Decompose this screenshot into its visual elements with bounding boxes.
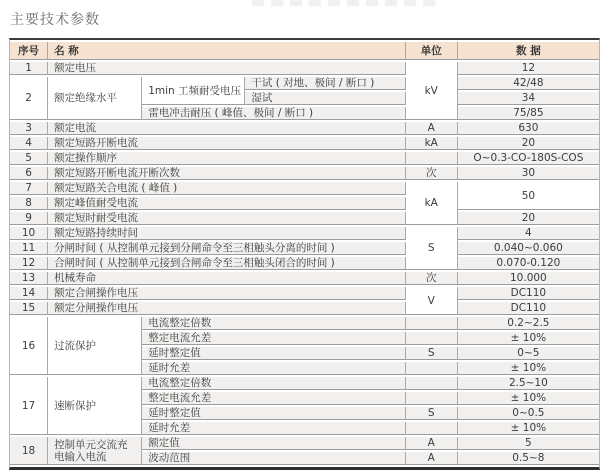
- row-detail: 干试 ( 对地、极间 / 断口 ): [245, 77, 405, 90]
- table-row: [10, 212, 599, 225]
- row-detail: 湿试: [245, 92, 405, 105]
- table-row: [10, 272, 599, 285]
- row-item: 波动范围: [142, 452, 405, 465]
- row-no: 7: [10, 182, 48, 195]
- table-row: [10, 317, 599, 330]
- row-no: 15: [10, 302, 48, 315]
- table-row: [10, 152, 599, 165]
- table-row: [10, 287, 599, 300]
- row-name: 额定电流: [48, 122, 406, 135]
- row-data: 0~0.5: [458, 407, 599, 420]
- row-no: 12: [10, 257, 48, 270]
- row-item: 额定值: [142, 437, 405, 450]
- row-data: 34: [458, 92, 599, 105]
- technical-parameters-table: [10, 40, 599, 467]
- row-data: ± 10%: [458, 332, 599, 345]
- row-unit: A: [406, 452, 458, 465]
- table-row: [10, 377, 599, 390]
- table-row: [10, 242, 599, 255]
- row-subname: 1min 工频耐受电压: [142, 77, 245, 105]
- row-no: 8: [10, 197, 48, 210]
- row-data: 2.5~10: [458, 377, 599, 390]
- row-name: 额定电压: [48, 62, 406, 75]
- row-unit: A: [406, 122, 458, 135]
- row-item: 延时整定值: [142, 407, 405, 420]
- table-row: [10, 167, 599, 180]
- col-header-no: 序号: [10, 42, 48, 60]
- table-row: [10, 62, 599, 75]
- row-name: 额定绝缘水平: [48, 77, 142, 120]
- row-no: 6: [10, 167, 48, 180]
- row-data: ± 10%: [458, 392, 599, 405]
- page-title: 主要技术参数: [10, 12, 100, 28]
- row-data: 10.000: [458, 272, 599, 285]
- row-name: 额定合闸操作电压: [48, 287, 406, 300]
- row-data: 630: [458, 122, 599, 135]
- row-item: 延时允差: [142, 362, 405, 375]
- row-no: 3: [10, 122, 48, 135]
- row-data: 5: [458, 437, 599, 450]
- table-row: [10, 302, 599, 315]
- row-name: 合闸时间 ( 从控制单元接到合闸命令至三相触头闭合的时间 ): [48, 257, 406, 270]
- row-unit: V: [406, 287, 458, 315]
- row-name: 机械寿命: [48, 272, 406, 285]
- row-name: 控制单元交流充电输入电流: [48, 437, 142, 465]
- row-unit: A: [406, 437, 458, 450]
- row-no: 5: [10, 152, 48, 165]
- row-unit: [406, 317, 458, 330]
- row-unit: 次: [406, 167, 458, 180]
- row-data: DC110: [458, 302, 599, 315]
- row-data: 0.070-0.120: [458, 257, 599, 270]
- row-data: 20: [458, 137, 599, 150]
- table-row: [10, 182, 599, 195]
- row-data: 42/48: [458, 77, 599, 90]
- row-no: 17: [10, 377, 48, 435]
- row-item: 延时允差: [142, 422, 405, 435]
- row-data: 4: [458, 227, 599, 240]
- row-data: 0.040~0.060: [458, 242, 599, 255]
- row-name: 额定分闸操作电压: [48, 302, 406, 315]
- row-item: 整定电流允差: [142, 392, 405, 405]
- row-item: 整定电流允差: [142, 332, 405, 345]
- row-no: 14: [10, 287, 48, 300]
- row-name: 额定短路关合电流 ( 峰值 ): [48, 182, 406, 195]
- row-no: 1: [10, 62, 48, 75]
- table-row: [10, 137, 599, 150]
- row-unit: [406, 332, 458, 345]
- row-data: DC110: [458, 287, 599, 300]
- row-name: 额定短时耐受电流: [48, 212, 406, 225]
- table-row: [10, 227, 599, 240]
- row-no: 13: [10, 272, 48, 285]
- row-no: 9: [10, 212, 48, 225]
- row-subname: 雷电冲击耐压 ( 峰值、极间 / 断口 ): [142, 107, 405, 120]
- row-unit: S: [406, 407, 458, 420]
- row-unit: kA: [406, 137, 458, 150]
- row-name: 过流保护: [48, 317, 142, 375]
- row-name: 额定操作顺序: [48, 152, 406, 165]
- col-header-data: 数 据: [458, 42, 599, 60]
- row-data: 0.5~8: [458, 452, 599, 465]
- row-name: 额定短路持续时间: [48, 227, 406, 240]
- row-unit: kA: [406, 182, 458, 225]
- row-unit: S: [406, 227, 458, 270]
- row-item: 延时整定值: [142, 347, 405, 360]
- row-name: 速断保护: [48, 377, 142, 435]
- row-unit: [406, 377, 458, 390]
- row-data: 50: [458, 182, 599, 210]
- col-header-name: 名 称: [48, 42, 406, 60]
- row-unit: [406, 152, 458, 165]
- row-data: 12: [458, 62, 599, 75]
- header-row: [10, 42, 599, 60]
- row-no: 16: [10, 317, 48, 375]
- table-row: [10, 77, 599, 90]
- row-data: 0~5: [458, 347, 599, 360]
- row-no: 2: [10, 77, 48, 120]
- row-no: 4: [10, 137, 48, 150]
- row-item: 电流整定倍数: [142, 377, 405, 390]
- row-no: 11: [10, 242, 48, 255]
- row-data: 75/85: [458, 107, 599, 120]
- row-data: 20: [458, 212, 599, 225]
- technical-parameters-table-frame: [9, 38, 600, 470]
- row-data: 0.2~2.5: [458, 317, 599, 330]
- col-header-unit: 单位: [406, 42, 458, 60]
- row-data: ± 10%: [458, 362, 599, 375]
- row-unit: kV: [406, 62, 458, 120]
- row-data: 30: [458, 167, 599, 180]
- row-no: 18: [10, 437, 48, 465]
- row-unit: 次: [406, 272, 458, 285]
- row-unit: S: [406, 347, 458, 360]
- table-row: [10, 257, 599, 270]
- row-unit: [406, 362, 458, 375]
- row-data: O~0.3-CO-180S-COS: [458, 152, 599, 165]
- row-no: 10: [10, 227, 48, 240]
- row-name: 额定短路开断电流开断次数: [48, 167, 406, 180]
- table-row: [10, 437, 599, 450]
- row-name: 分闸时间 ( 从控制单元接到分闸命令至三相触头分离的时间 ): [48, 242, 406, 255]
- table-row: [10, 122, 599, 135]
- row-name: 额定短路开断电流: [48, 137, 406, 150]
- row-unit: [406, 422, 458, 435]
- row-item: 电流整定倍数: [142, 317, 405, 330]
- row-name: 额定峰值耐受电流: [48, 197, 406, 210]
- faint-print-remnant: [252, 0, 442, 6]
- row-data: ± 10%: [458, 422, 599, 435]
- row-unit: [406, 392, 458, 405]
